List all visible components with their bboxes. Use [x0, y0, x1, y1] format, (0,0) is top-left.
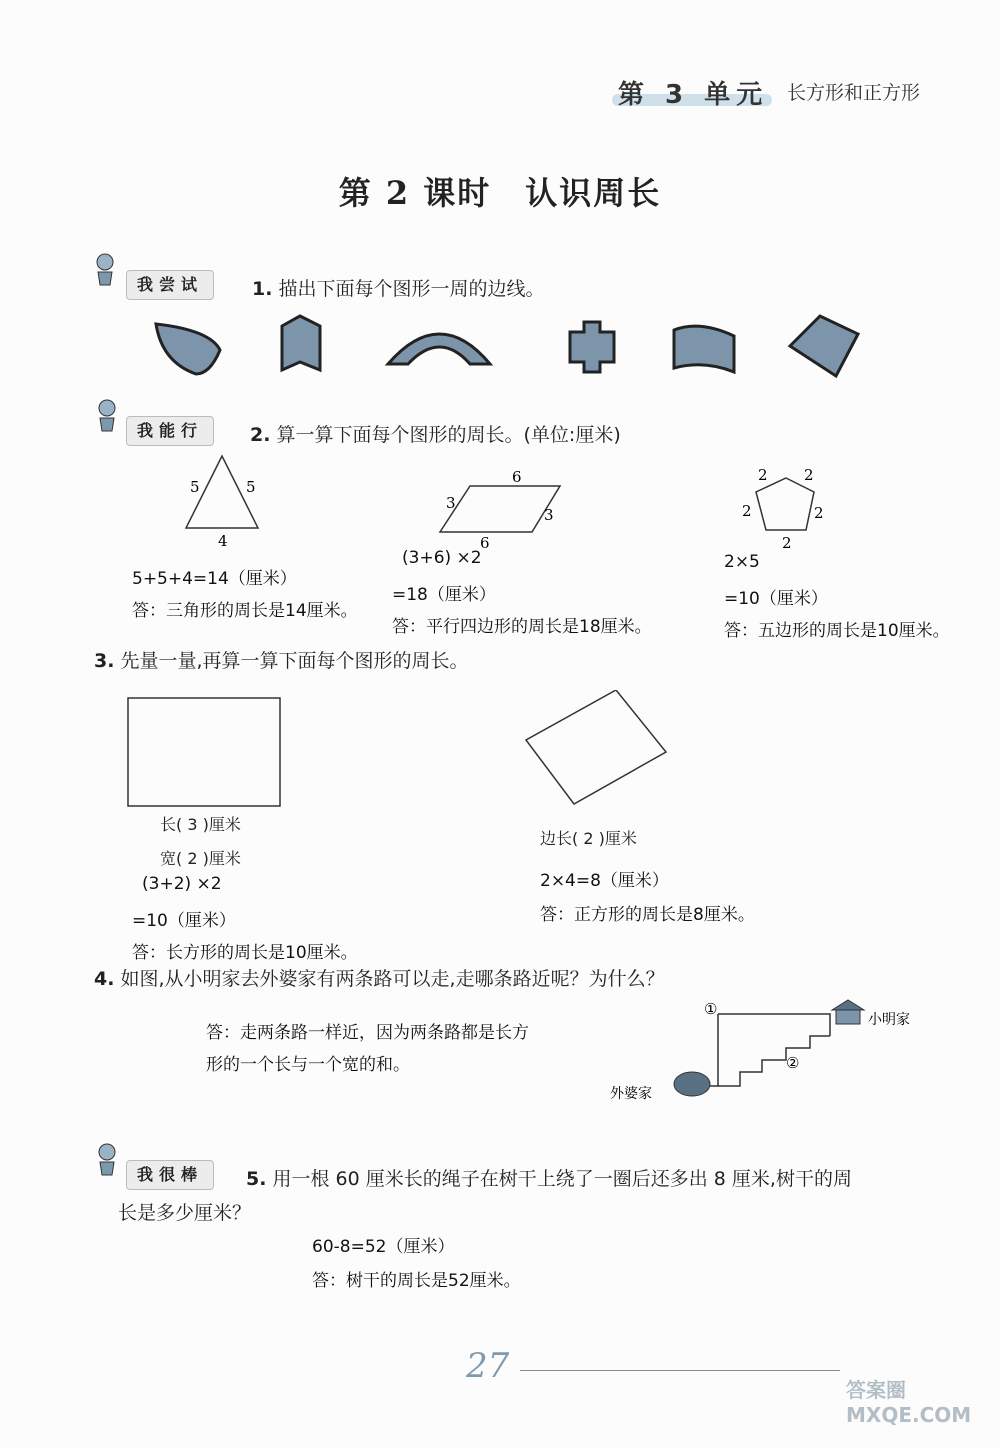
pentagon-side-4: 2 [814, 504, 824, 522]
q5-calc: 60-8=52（厘米） [312, 1237, 455, 1257]
triangle-side-b: 5 [246, 478, 256, 496]
square-calc: 2×4=8（厘米） [540, 871, 669, 891]
q5-text-line-1: 5. 用一根 60 厘米长的绳子在树干上绕了一圈后还多出 8 厘米,树干的周 [246, 1168, 852, 1190]
route-1-label: ① [704, 1000, 718, 1018]
parallelogram-calc-2: =18（厘米） [392, 585, 496, 605]
page-number: 27 [466, 1346, 510, 1386]
q5-answer: 答：树干的周长是52厘米。 [312, 1271, 521, 1291]
xiaoming-home-label: 小明家 [868, 1012, 910, 1028]
rect-answer: 答：长方形的周长是10厘米。 [132, 943, 358, 963]
pentagon-side-3: 2 [742, 502, 752, 520]
unit-label: 第 3 单元 [618, 74, 768, 111]
rect-calc-2: =10（厘米） [132, 911, 236, 931]
rect-calc-1: (3+2) ×2 [142, 874, 222, 894]
cross-shape [570, 322, 614, 372]
house-icon [832, 1000, 864, 1024]
parallelogram-left: 3 [446, 494, 456, 512]
square-answer: 答：正方形的周长是8厘米。 [540, 905, 755, 925]
pentagon-tall-shape [282, 316, 320, 370]
rect-length-label: 长( 3 )厘米 [160, 815, 241, 834]
rectangle-figure [128, 698, 280, 806]
route-2-label: ② [786, 1054, 800, 1072]
q1-shapes [140, 312, 870, 382]
kid-mascot-icon [94, 398, 120, 432]
pentagon-answer: 答：五边形的周长是10厘米。 [724, 621, 950, 641]
kid-mascot-icon [94, 1142, 120, 1176]
flag-shape [674, 326, 734, 372]
parallelogram-bottom: 6 [480, 534, 490, 552]
pentagon-calc-2: =10（厘米） [724, 589, 828, 609]
q4-answer-line-1: 答：走两条路一样近，因为两条路都是长方 [206, 1023, 529, 1043]
triangle-answer: 答：三角形的周长是14厘米。 [132, 601, 358, 621]
q3-text: 3. 先量一量,再算一算下面每个图形的周长。 [94, 650, 469, 672]
parallelogram-right: 3 [544, 506, 554, 524]
footer-rule [520, 1370, 840, 1371]
section-badge-try: 我尝试 [126, 270, 214, 300]
parallelogram-top: 6 [512, 468, 522, 486]
square-figure [526, 690, 666, 804]
section-badge-can: 我能行 [126, 416, 214, 446]
triangle-calc: 5+5+4=14（厘米） [132, 569, 297, 589]
route-2-stairs [718, 1036, 830, 1086]
triangle-side-a: 5 [190, 478, 200, 496]
pentagon-side-2: 2 [804, 466, 814, 484]
q3-figures [120, 690, 680, 820]
parallelogram-figure [440, 486, 560, 532]
parallelogram-answer: 答：平行四边形的周长是18厘米。 [392, 617, 652, 637]
rect-width-label: 宽( 2 )厘米 [160, 849, 241, 868]
triangle-base: 4 [218, 532, 228, 550]
leaf-shape [156, 324, 220, 374]
pentagon-side-5: 2 [782, 534, 792, 552]
q2-figures [150, 448, 870, 558]
route-1-top [718, 1014, 830, 1036]
parallelogram-calc-1: (3+6) ×2 [402, 548, 482, 568]
route-map [600, 996, 930, 1106]
arch-shape [388, 334, 490, 364]
section-badge-great: 我很棒 [126, 1160, 214, 1190]
q2-text: 2. 算一算下面每个图形的周长。(单位:厘米) [250, 424, 621, 446]
q1-text: 1. 描出下面每个图形一周的边线。 [252, 278, 545, 300]
pentagon-figure [756, 478, 814, 530]
diamond-shape [790, 316, 858, 376]
kid-mascot-icon [92, 252, 118, 286]
q4-answer-line-2: 形的一个长与一个宽的和。 [206, 1055, 410, 1075]
lesson-title: 第 2 课时 认识周长 [338, 174, 662, 212]
pentagon-side-1: 2 [758, 466, 768, 484]
pentagon-calc-1: 2×5 [724, 552, 760, 572]
grandma-house-icon [674, 1072, 710, 1096]
watermark: 答案圈 MXQE.COM [846, 1378, 972, 1427]
q4-text: 4. 如图,从小明家去外婆家有两条路可以走,走哪条路近呢？为什么？ [94, 968, 665, 990]
unit-title: 长方形和正方形 [787, 82, 921, 104]
q5-text-line-2: 长是多少厘米？ [118, 1202, 252, 1224]
grandma-home-label: 外婆家 [610, 1086, 652, 1102]
square-side-label: 边长( 2 )厘米 [540, 829, 637, 848]
